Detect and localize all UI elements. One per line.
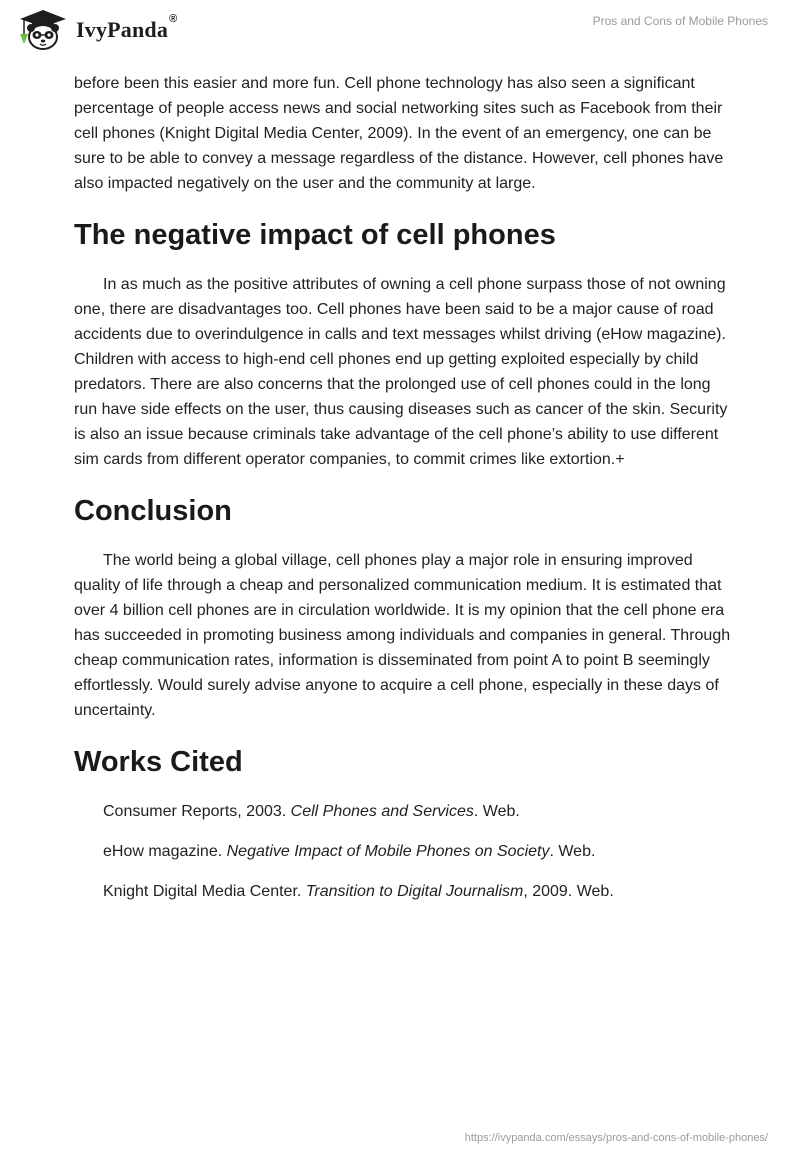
works-cited-list	[103, 802, 734, 902]
running-title: Pros and Cons of Mobile Phones	[592, 14, 768, 28]
ivypanda-logo[interactable]	[14, 8, 177, 52]
section-heading-negative-impact: The negative impact of cell phones	[74, 219, 556, 251]
citation-item	[103, 802, 734, 822]
citation-suffix: , 2009. Web.	[523, 883, 614, 900]
citation-source: eHow magazine.	[103, 843, 227, 860]
citation-item	[103, 882, 734, 902]
citation-suffix: . Web.	[549, 843, 596, 860]
citation-title: Cell Phones and Services	[290, 803, 474, 820]
citation-title: Negative Impact of Mobile Phones on Society	[226, 843, 550, 860]
citation-source: Knight Digital Media Center.	[103, 883, 306, 900]
citation-title: Transition to Digital Journalism	[305, 883, 524, 900]
brand-name: IvyPanda®	[76, 13, 178, 42]
registered-mark: ®	[169, 13, 178, 25]
citation-suffix: . Web.	[473, 803, 520, 820]
citation-source: Consumer Reports, 2003.	[103, 803, 291, 820]
panda-graduate-icon	[14, 8, 72, 52]
essay-content	[74, 71, 734, 922]
negative-impact-paragraph: In as much as the positive attributes of owning a cell phone surpass those of not owning one, there are disadvantages too. Cell phones have been said to be a major cause of road accidents due to overindulgence in calls and text messages whilst driving (eHow magazine). Children with access to high-end cell phones end up getting exploited especially by child predators. There are also concerns that the prolonged use of cell phones could in the long run have side effects on the user, thus causing diseases such as cancer of the skin. Security is also an issue because criminals take advantage of the cell phone’s ability to use different sim cards from different operator companies, to commit crimes like extortion.+	[74, 276, 728, 468]
source-url[interactable]: https://ivypanda.com/essays/pros-and-cons-of-mobile-phones/	[464, 1132, 768, 1144]
section-heading-conclusion: Conclusion	[74, 495, 232, 527]
intro-paragraph: before been this easier and more fun. Cell phone technology has also seen a significant percentage of people access news and social networking sites such as Facebook from their cell phones (Knight Digital Media Center, 2009). In the event of an emergency, one can be sure to be able to convey a message regardless of the distance. However, cell phones have also impacted negatively on the user and the community at large.	[74, 75, 724, 192]
section-heading-works-cited: Works Cited	[74, 746, 243, 778]
citation-item	[103, 842, 734, 862]
page-header	[0, 0, 800, 70]
conclusion-paragraph: The world being a global village, cell phones play a major role in ensuring improved quality of life through a cheap and personalized communication medium. It is estimated that over 4 billion cell phones are in circulation worldwide. It is my opinion that the cell phone era has succeeded in promoting business among individuals and companies in general. Through cheap communication rates, information is disseminated from point A to point B seemingly effortlessly. Would surely advise anyone to acquire a cell phone, especially in these days of uncertainty.	[74, 552, 731, 719]
